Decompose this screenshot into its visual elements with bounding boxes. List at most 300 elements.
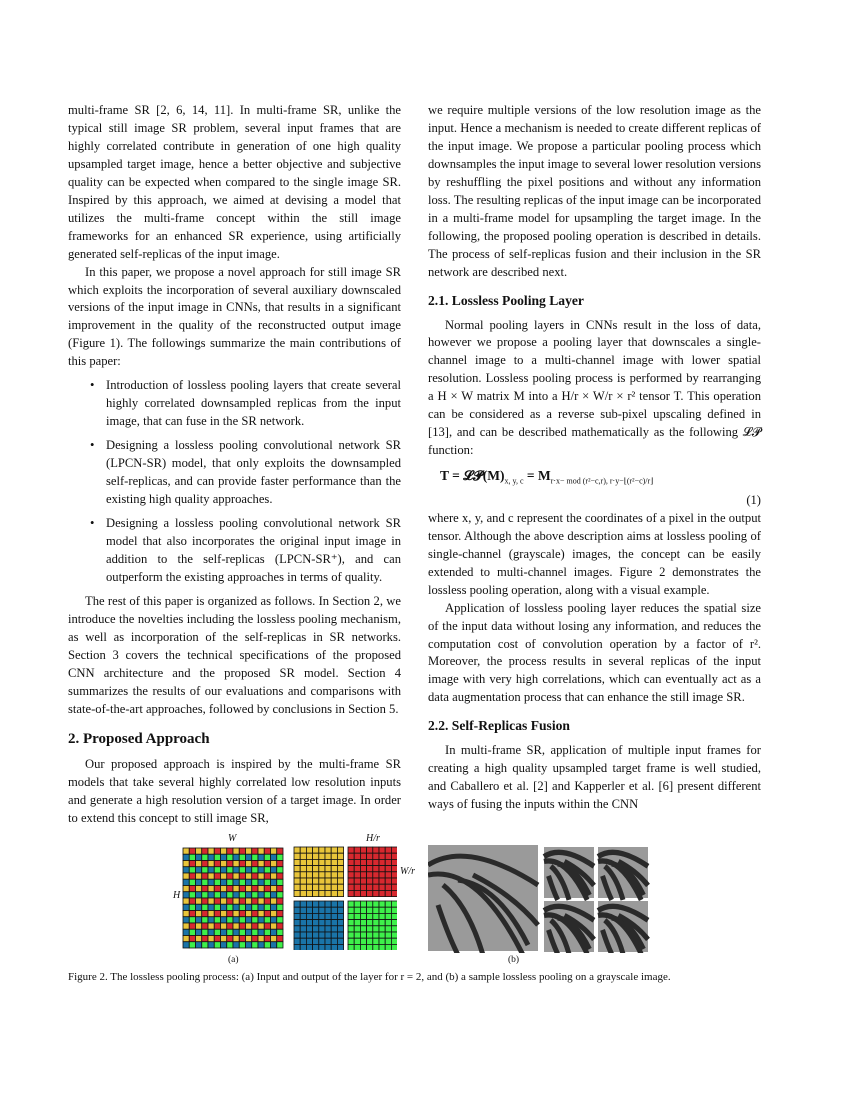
replica-pixel — [337, 907, 343, 913]
input-pixel — [258, 917, 264, 923]
replica-pixel — [294, 913, 300, 919]
input-pixel — [183, 861, 189, 867]
replica-pixel — [385, 920, 391, 926]
replica-pixel — [313, 872, 319, 878]
input-pixel — [239, 917, 245, 923]
input-pixel — [227, 911, 233, 917]
input-pixel — [258, 867, 264, 873]
input-pixel — [202, 848, 208, 854]
list-item: • Designing a lossless pooling convolutional network SR model that also incorporates the original input image in addition to the self-replicas (LPCN-SR⁺), and can outperform the existing approaches in terms of quality. — [68, 515, 401, 587]
replica-pixel — [319, 920, 325, 926]
input-pixel — [189, 929, 195, 935]
input-pixel — [214, 892, 220, 898]
input-pixel — [221, 923, 227, 929]
replica-pixel — [348, 932, 354, 938]
replica-pixel — [319, 853, 325, 859]
replica-pixel — [331, 847, 337, 853]
input-pixel — [196, 861, 202, 867]
input-pixel — [208, 861, 214, 867]
replica-pixel — [313, 913, 319, 919]
input-pixel — [183, 904, 189, 910]
butterfly-replica — [598, 847, 648, 900]
input-pixel — [271, 879, 277, 885]
replica-pixel — [294, 884, 300, 890]
replica-pixel — [379, 872, 385, 878]
replica-pixel — [360, 913, 366, 919]
input-pixel — [221, 942, 227, 948]
input-pixel — [277, 854, 283, 860]
replica-pixel — [379, 890, 385, 896]
replica-pixel — [300, 901, 306, 907]
input-pixel — [246, 848, 252, 854]
replica-pixel — [367, 932, 373, 938]
replica-pixel — [337, 890, 343, 896]
input-pixel — [196, 854, 202, 860]
replica-pixel — [360, 878, 366, 884]
replica-pixel — [373, 926, 379, 932]
subsection-heading: 2.2. Self-Replicas Fusion — [428, 718, 570, 734]
replica-pixel — [313, 853, 319, 859]
input-pixel — [246, 942, 252, 948]
replica-pixel — [300, 866, 306, 872]
input-pixel — [277, 942, 283, 948]
replica-pixel — [337, 853, 343, 859]
input-pixel — [233, 854, 239, 860]
input-pixel — [258, 848, 264, 854]
replica-pixel — [367, 884, 373, 890]
replica-pixel — [354, 907, 360, 913]
replica-pixel — [331, 926, 337, 932]
input-pixel — [239, 867, 245, 873]
figure-2 — [0, 833, 850, 993]
replica-pixel — [331, 890, 337, 896]
input-pixel — [202, 936, 208, 942]
replica-pixel — [379, 920, 385, 926]
input-pixel — [264, 911, 270, 917]
input-pixel — [221, 904, 227, 910]
replica-pixel — [354, 901, 360, 907]
input-pixel — [233, 942, 239, 948]
input-pixel — [277, 917, 283, 923]
replica-pixel — [313, 884, 319, 890]
replica-pixel — [391, 920, 397, 926]
input-pixel — [208, 886, 214, 892]
replica-pixel — [385, 878, 391, 884]
replica-pixel — [319, 866, 325, 872]
input-pixel — [227, 942, 233, 948]
input-pixel — [221, 873, 227, 879]
replica-pixel — [360, 932, 366, 938]
input-pixel — [202, 867, 208, 873]
input-pixel — [239, 873, 245, 879]
input-pixel — [258, 942, 264, 948]
input-pixel — [214, 848, 220, 854]
input-pixel — [252, 848, 258, 854]
replica-pixel — [294, 932, 300, 938]
replica-pixel — [373, 847, 379, 853]
section-heading: 2. Proposed Approach — [68, 731, 210, 748]
replica-pixel — [331, 920, 337, 926]
replica-pixel — [313, 907, 319, 913]
input-pixel — [277, 848, 283, 854]
butterfly-replica — [544, 847, 594, 900]
replica-pixel — [391, 926, 397, 932]
input-pixel — [264, 867, 270, 873]
replica-pixel — [306, 926, 312, 932]
output-tensor-grids — [293, 846, 397, 950]
input-pixel — [189, 917, 195, 923]
input-pixel — [208, 923, 214, 929]
replica-pixel — [385, 907, 391, 913]
input-pixel — [202, 879, 208, 885]
input-pixel — [239, 936, 245, 942]
paragraph: The rest of this paper is organized as follows. In Section 2, we introduce the novelties including the lossless pooling mechanism, as well as incorporation of the self-replicas in SR networks. Section 3 covers the technical specifications of the proposed CNN architecture and the proposed SR model. Section 4 summarizes the results of our evaluations and comparisons with state-of-the-art approaches, followed by conclusions in Section 5. — [68, 593, 401, 716]
replica-pixel — [337, 866, 343, 872]
input-pixel — [221, 861, 227, 867]
input-pixel — [183, 879, 189, 885]
replica-pixel — [306, 932, 312, 938]
replica-pixel — [373, 944, 379, 950]
replica-pixel — [313, 890, 319, 896]
list-item: • Introduction of lossless pooling layers that create several highly correlated downsampled replicas from the input image, that can fuse in the SR network. — [68, 377, 401, 431]
replica-pixel — [354, 890, 360, 896]
input-pixel — [202, 873, 208, 879]
input-pixel — [208, 854, 214, 860]
replica-pixel — [294, 926, 300, 932]
replica-pixel — [300, 847, 306, 853]
replica-pixel — [313, 932, 319, 938]
list-item: • Designing a lossless pooling convolutional network SR (LPCN-SR) model, that only exploits the downsampled self-replicas, and can provide faster performance than the existing high quality approaches. — [68, 437, 401, 509]
replica-pixel — [337, 913, 343, 919]
replica-pixel — [306, 944, 312, 950]
input-pixel — [264, 861, 270, 867]
input-pixel — [214, 854, 220, 860]
replica-pixel — [325, 847, 331, 853]
input-pixel — [214, 879, 220, 885]
subfigure-label-a: (a) — [228, 955, 239, 965]
replica-pixel — [360, 938, 366, 944]
replica-pixel — [360, 866, 366, 872]
input-pixel — [258, 886, 264, 892]
input-pixel — [221, 879, 227, 885]
paragraph: where x, y, and c represent the coordinates of a pixel in the output tensor. Although the above description aims at lossless pooling of single-channel (grayscale) images, the concept can be easily extended to multi-channel images. Figure 2 demonstrates the lossless pooling operation, along with a visual example. — [428, 510, 761, 597]
replica-pixel — [306, 853, 312, 859]
input-pixel — [189, 848, 195, 854]
replica-pixel — [331, 907, 337, 913]
replica-pixel — [300, 884, 306, 890]
replica-pixel — [319, 938, 325, 944]
replica-pixel — [337, 920, 343, 926]
input-pixel — [227, 936, 233, 942]
replica-pixel — [306, 907, 312, 913]
input-pixel — [202, 917, 208, 923]
replica-pixel — [319, 901, 325, 907]
input-pixel — [202, 923, 208, 929]
input-pixel — [277, 898, 283, 904]
replica-pixel — [337, 847, 343, 853]
replica-pixel — [354, 878, 360, 884]
input-pixel — [277, 879, 283, 885]
replica-pixel — [306, 890, 312, 896]
replica-pixel — [379, 866, 385, 872]
input-pixel — [252, 898, 258, 904]
input-pixel — [246, 911, 252, 917]
replica-pixel — [385, 901, 391, 907]
replica-pixel — [325, 866, 331, 872]
replica-pixel — [319, 878, 325, 884]
input-pixel — [189, 886, 195, 892]
input-pixel — [214, 917, 220, 923]
input-pixel — [271, 904, 277, 910]
replica-pixel — [354, 884, 360, 890]
replica-pixel — [385, 944, 391, 950]
replica-pixel — [294, 872, 300, 878]
input-pixel — [271, 854, 277, 860]
input-pixel — [277, 892, 283, 898]
replica-pixel — [348, 890, 354, 896]
replica-pixel — [337, 944, 343, 950]
replica-pixel — [373, 853, 379, 859]
replica-pixel — [367, 872, 373, 878]
input-pixel — [183, 911, 189, 917]
paragraph: Our proposed approach is inspired by the multi-frame SR models that take several highly correlated low resolution inputs and generate a high resolution version of a target image. In order to extend this concept to still image SR, — [68, 757, 401, 826]
input-pixel — [221, 929, 227, 935]
input-pixel — [221, 917, 227, 923]
paragraph: In this paper, we propose a novel approach for still image SR which exploits the incorporation of several auxiliary downscaled versions of the input image in CNNs, that results in a significant improvement in the quality of the reconstructed output image (Figure 1). The followings summarize the main contributions of this paper: — [68, 264, 401, 369]
input-pixel — [264, 929, 270, 935]
replica-pixel — [300, 932, 306, 938]
input-pixel — [246, 854, 252, 860]
input-pixel — [202, 886, 208, 892]
input-pixel — [258, 861, 264, 867]
input-pixel — [183, 917, 189, 923]
replica-pixel — [348, 920, 354, 926]
input-pixel — [196, 892, 202, 898]
replica-pixel — [294, 944, 300, 950]
replica-pixel — [354, 926, 360, 932]
input-pixel — [208, 879, 214, 885]
paragraph: Normal pooling layers in CNNs result in the loss of data, however we propose a pooling layer that downscales a single-channel image to a multi-channel image with lower spatial resolution. Lossless pooling process is performed by rearranging a H × W matrix M into a H/r × W/r × r² tensor T. This operation can be considered as a reverse sub-pixel upscaling defined in [13], and can be described mathematically as the following 𝓛𝓟 function: — [428, 317, 761, 458]
replica-pixel — [306, 872, 312, 878]
input-pixel — [227, 898, 233, 904]
replica-pixel — [385, 853, 391, 859]
paragraph: In multi-frame SR, application of multiple input frames for creating a high quality upsampled target frame is well studied, and Caballero et al. [2] and Kapperler et al. [6] present different ways of fusing the inputs within the CNN — [428, 743, 761, 812]
height-label: H — [173, 890, 181, 901]
replica-pixel — [379, 853, 385, 859]
replica-pixel — [360, 890, 366, 896]
replica-pixel — [348, 866, 354, 872]
replica-pixel — [385, 859, 391, 865]
input-pixel — [239, 942, 245, 948]
input-pixel — [221, 898, 227, 904]
input-pixel — [183, 848, 189, 854]
replica-pixel — [313, 901, 319, 907]
input-pixel — [271, 929, 277, 935]
input-pixel — [196, 942, 202, 948]
replica-pixel — [373, 866, 379, 872]
input-pixel — [271, 892, 277, 898]
replica-pixel — [319, 907, 325, 913]
input-pixel — [233, 929, 239, 935]
input-pixel — [258, 854, 264, 860]
replica-pixel — [373, 907, 379, 913]
replica-pixel — [379, 932, 385, 938]
replica-pixel — [391, 847, 397, 853]
input-pixel — [239, 892, 245, 898]
butterfly-input-image — [428, 845, 538, 953]
input-pixel — [246, 936, 252, 942]
subfigure-label-b: (b) — [508, 955, 520, 965]
input-pixel — [233, 898, 239, 904]
replica-pixel — [379, 938, 385, 944]
input-pixel — [196, 898, 202, 904]
input-pixel — [239, 898, 245, 904]
left-column — [68, 102, 401, 833]
replica-pixel — [331, 872, 337, 878]
replica-pixel — [300, 913, 306, 919]
input-pixel — [221, 848, 227, 854]
input-pixel — [227, 861, 233, 867]
input-pixel — [202, 854, 208, 860]
replica-pixel — [373, 878, 379, 884]
input-pixel — [271, 873, 277, 879]
replica-pixel — [331, 866, 337, 872]
input-pixel — [271, 917, 277, 923]
replica-pixel — [325, 901, 331, 907]
input-pixel — [233, 917, 239, 923]
input-pixel — [239, 879, 245, 885]
replica-pixel — [360, 872, 366, 878]
input-pixel — [277, 904, 283, 910]
paragraph: multi-frame SR [2, 6, 14, 11]. In multi-frame SR, unlike the typical still image SR problem, several input frames that are highly correlated contribute in generation of one high quality upsampled target image, hence a better objective and subjective quality can be expected when compared to the single image SR. Inspired by this approach, we aimed at devising a model that utilizes the multi-frame concept within the still image frameworks for an enhanced SR experience, using artificially generated self-replicas of the input image. — [68, 103, 401, 261]
replica-pixel — [360, 926, 366, 932]
replica-pixel — [325, 853, 331, 859]
replica-pixel — [379, 878, 385, 884]
input-pixel — [214, 936, 220, 942]
input-pixel — [221, 911, 227, 917]
input-pixel — [214, 886, 220, 892]
input-pixel — [183, 936, 189, 942]
input-pixel — [214, 873, 220, 879]
replica-pixel — [331, 878, 337, 884]
width-over-r-label: W/r — [400, 866, 415, 877]
input-pixel — [227, 923, 233, 929]
replica-pixel — [313, 944, 319, 950]
input-pixel — [227, 873, 233, 879]
replica-pixel — [385, 938, 391, 944]
input-pixel — [221, 867, 227, 873]
replica-pixel — [294, 938, 300, 944]
replica-pixel — [354, 938, 360, 944]
replica-pixel — [319, 859, 325, 865]
input-pixel — [214, 942, 220, 948]
replica-pixel — [325, 932, 331, 938]
input-pixel — [196, 911, 202, 917]
replica-pixel — [354, 872, 360, 878]
input-pixel — [271, 898, 277, 904]
input-pixel — [271, 848, 277, 854]
input-pixel — [189, 892, 195, 898]
input-pixel — [183, 929, 189, 935]
replica-pixel — [373, 890, 379, 896]
input-pixel — [189, 942, 195, 948]
replica-pixel — [294, 847, 300, 853]
replica-pixel — [354, 932, 360, 938]
replica-pixel — [391, 913, 397, 919]
input-pixel — [221, 892, 227, 898]
replica-pixel — [391, 901, 397, 907]
input-pixel — [233, 879, 239, 885]
replica-pixel — [354, 913, 360, 919]
input-pixel — [252, 911, 258, 917]
input-pixel — [196, 879, 202, 885]
figure-caption: Figure 2. The lossless pooling process: (a) Input and output of the layer for r = 2, and (b) a sample lossless pooling on a grayscale image. — [68, 971, 671, 983]
input-pixel — [239, 861, 245, 867]
input-pixel — [246, 873, 252, 879]
input-pixel — [264, 848, 270, 854]
input-pixel — [214, 898, 220, 904]
replica-pixel — [354, 944, 360, 950]
replica-pixel — [360, 901, 366, 907]
input-pixel — [208, 892, 214, 898]
input-pixel — [246, 886, 252, 892]
replica-pixel — [354, 847, 360, 853]
input-pixel — [252, 886, 258, 892]
replica-pixel — [294, 853, 300, 859]
input-pixel — [208, 848, 214, 854]
input-pixel — [264, 886, 270, 892]
input-pixel — [183, 898, 189, 904]
replica-pixel — [313, 938, 319, 944]
input-pixel — [208, 904, 214, 910]
replica-pixel — [348, 938, 354, 944]
replica-pixel — [306, 878, 312, 884]
input-pixel — [202, 929, 208, 935]
input-pixel — [258, 904, 264, 910]
input-pixel — [214, 904, 220, 910]
replica-pixel — [331, 859, 337, 865]
input-pixel — [196, 886, 202, 892]
replica-pixel — [325, 944, 331, 950]
replica-pixel — [385, 890, 391, 896]
replica-pixel — [319, 932, 325, 938]
replica-pixel — [300, 853, 306, 859]
input-pixel — [202, 892, 208, 898]
input-pixel — [258, 911, 264, 917]
replica-pixel — [348, 926, 354, 932]
replica-pixel — [337, 901, 343, 907]
replica-pixel — [306, 913, 312, 919]
input-pixel — [246, 898, 252, 904]
input-pixel — [189, 854, 195, 860]
input-pixel — [208, 873, 214, 879]
input-pixel — [264, 936, 270, 942]
replica-pixel — [294, 907, 300, 913]
input-pixel — [277, 867, 283, 873]
input-pixel — [196, 929, 202, 935]
replica-pixel — [360, 920, 366, 926]
replica-pixel — [373, 901, 379, 907]
input-pixel — [258, 936, 264, 942]
input-pixel — [264, 942, 270, 948]
replica-pixel — [306, 884, 312, 890]
replica-pixel — [385, 884, 391, 890]
input-pixel — [214, 911, 220, 917]
replica-pixel — [373, 932, 379, 938]
input-pixel — [221, 886, 227, 892]
butterfly-replica — [598, 901, 648, 953]
replica-pixel — [325, 872, 331, 878]
